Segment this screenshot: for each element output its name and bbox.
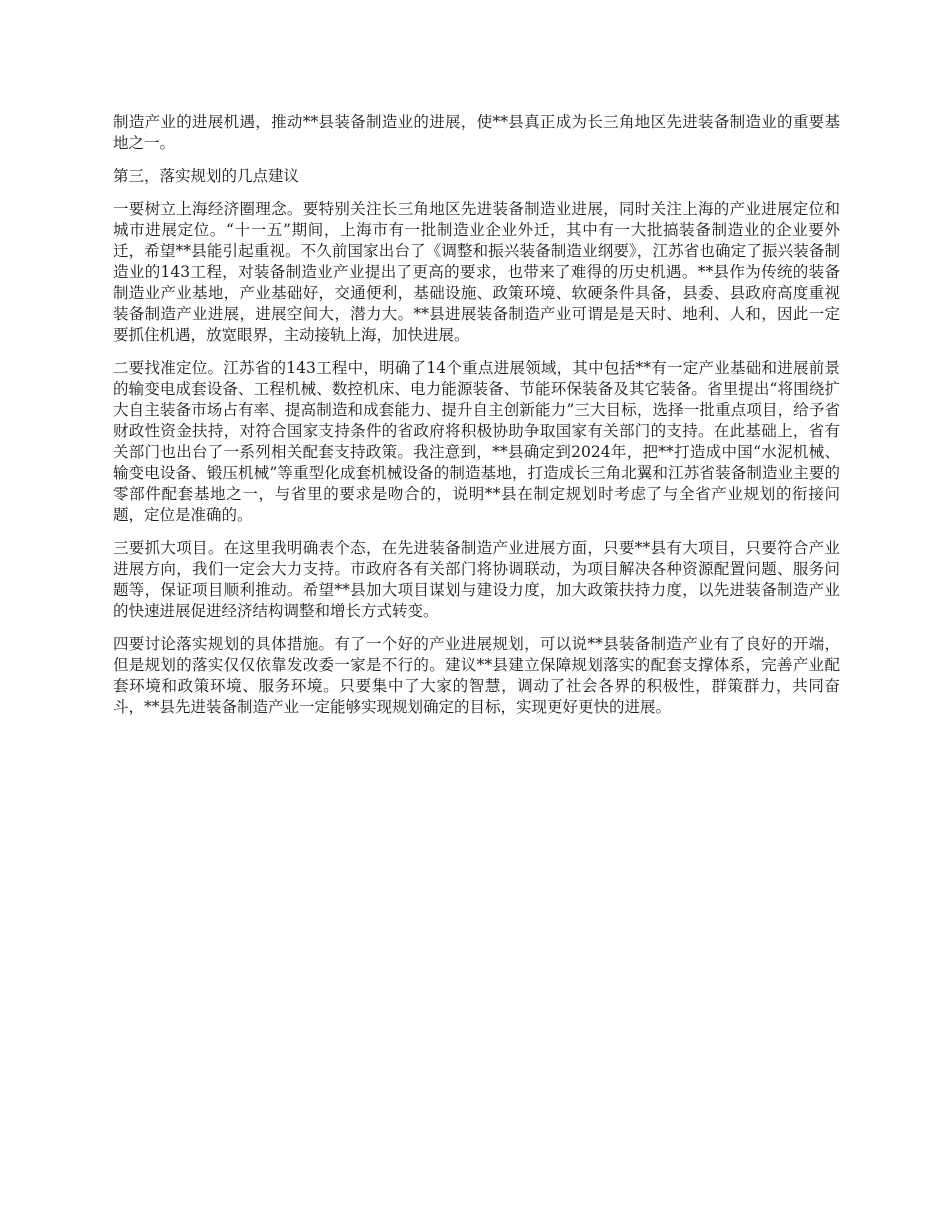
paragraph-intro: 制造产业的进展机遇，推动**县装备制造业的进展，使**县真正成为长三角地区先进装备制造业的重要基地之一。 — [113, 113, 840, 152]
document-body — [113, 112, 840, 730]
paragraph-point-4: 四要讨论落实规划的具体措施。有了一个好的产业进展规划，可以说**县装备制造产业有了良好的开端，但是规划的落实仅仅依靠发改委一家是不行的。建议**县建立保障规划落实的配套支撑体系，完善产业配套环境和政策环境、服务环境。只要集中了大家的智慧，调动了社会各界的积极性，群策群力，共同奋斗，**县先进装备制造产业一定能够实现规划确定的目标，实现更好更快的进展。 — [113, 635, 840, 716]
paragraph-point-2: 二要找准定位。江苏省的143工程中，明确了14个重点进展领域，其中包括**有一定产业基础和进展前景的输变电成套设备、工程机械、数控机床、电力能源装备、节能环保装备及其它装备。省里提出“将围绕扩大自主装备市场占有率、提高制造和成套能力、提升自主创新能力”三大目标，选择一批重点项目，给予省财政性资金扶持，对符合国家支持条件的省政府将积极协助争取国家有关部门的支持。在此基础上，省有关部门也出台了一系列相关配套支持政策。我注意到，**县确定到2024年，把**打造成中国“水泥机械、输变电设备、锻压机械”等重型化成套机械设备的制造基地，打造成长三角北翼和江苏省装备制造业主要的零部件配套基地之一，与省里的要求是吻合的，说明**县在制定规划时考虑了与全省产业规划的衔接问题，定位是准确的。 — [113, 359, 840, 524]
section-heading: 第三，落实规划的几点建议 — [113, 167, 300, 185]
paragraph-point-3: 三要抓大项目。在这里我明确表个态，在先进装备制造产业进展方面，只要**县有大项目，只要符合产业进展方向，我们一定会大力支持。市政府各有关部门将协调联动，为项目解决各种资源配置问题、服务问题等，保证项目顺利推动。希望**县加大项目谋划与建设力度，加大政策扶持力度，以先进装备制造产业的快速进展促进经济结构调整和增长方式转变。 — [113, 539, 840, 620]
paragraph-point-1: 一要树立上海经济圈理念。要特别关注长三角地区先进装备制造业进展，同时关注上海的产业进展定位和城市进展定位。“十一五”期间，上海市有一批制造业企业外迁，其中有一大批搞装备制造业的企业要外迁，希望**县能引起重视。不久前国家出台了《调整和振兴装备制造业纲要》，江苏省也确定了振兴装备制造业的143工程，对装备制造业产业提出了更高的要求，也带来了难得的历史机遇。**县作为传统的装备制造业产业基地，产业基础好，交通便利，基础设施、政策环境、软硬条件具备，县委、县政府高度重视装备制造产业进展，进展空间大，潜力大。**县进展装备制造产业可谓是是天时、地利、人和，因此一定要抓住机遇，放宽眼界，主动接轨上海，加快进展。 — [113, 200, 840, 344]
